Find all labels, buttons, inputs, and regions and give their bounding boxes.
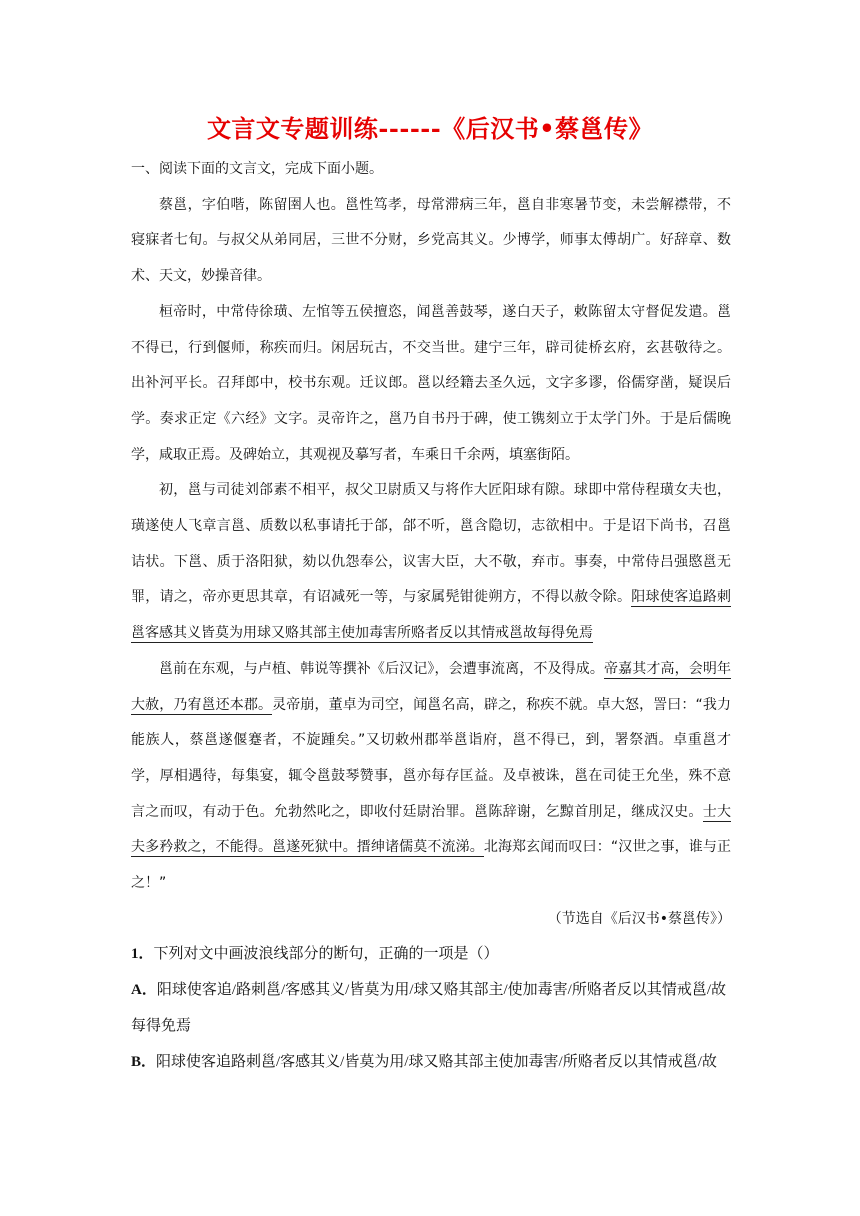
option-a [131,973,731,1044]
question-1 [131,937,731,973]
passage-text: 灵帝崩，董卓为司空，闻邕名高，辟之，称疾不就。卓大怒，詈曰：“我力能族人，蔡邕遂偃蹇者，不旋踵矣。”又切敕州郡举邕诣府，邕不得已，到，署祭酒。卓重邕才学，厚相遇待，每集宴，辄令邕鼓琴赞事，邕亦每存匡益。及卓被诛，邕在司徒王允坐，殊不意言之而叹，有动于色。允勃然叱之，即收付廷尉治罪。邕陈辞谢，乞黥首刖足，继成汉史。 [131,696,731,820]
question-stem: 下列对文中画波浪线部分的断句，正确的一项是（） [153,946,499,963]
section-heading: 一、阅读下面的文言文，完成下面小题。 [131,161,383,177]
document-body [131,152,731,1080]
option-letter: B． [131,1053,157,1070]
wavy-underlined-sentence: 阳球使客追路刺邕客感其义皆莫为用球又赂其部主使加毒害所赂者反以其情戒邕故每得免焉 [131,589,732,642]
page-title: 文言文专题训练------《后汉书•蔡邕传》 [206,114,654,143]
option-b [131,1045,731,1081]
passage-text: 初，邕与司徒刘郃素不相平，叔父卫尉质又与将作大匠阳球有隙。球即中常侍程璜女夫也，璜遂使人飞章言邕、质数以私事请托于郃，郃不听，邕含隐切，志欲相中。于是诏下尚书，召邕诘状。下邕、质于洛阳狱，劾以仇怨奉公，议害大臣，大不敬，弃市。事奏，中常侍吕强愍邕无罪，请之，帝亦更思其章，有诏减死一等，与家属髡钳徙朔方，不得以赦令除。 [131,482,731,606]
passage-paragraph-1: 蔡邕，字伯喈，陈留圉人也。邕性笃孝，母常滞病三年，邕自非寒暑节变，未尝解襟带，不寝寐者七旬。与叔父从弟同居，三世不分财，乡党高其义。少博学，师事太傅胡广。好辞章、数术、天文，妙操音律。 [131,196,731,285]
passage-paragraph-2: 桓帝时，中常侍徐璜、左悺等五侯擅恣，闻邕善鼓琴，遂白天子，敕陈留太守督促发遣。邕不得已，行到偃师，称疾而归。闲居玩古，不交当世。建宁三年，辟司徒桥玄府，玄甚敬待之。出补河平长。召拜郎中，校书东观。迁议郎。邕以经籍去圣久远，文字多谬，俗儒穿凿，疑误后学。奏求正定《六经》文字。灵帝许之，邕乃自书丹于碑，使工镌刻立于太学门外。于是后儒晚学，咸取正焉。及碑始立，其观视及摹写者，车乘日千余两，填塞街陌。 [131,303,731,463]
source-note: （节选自《后汉书•蔡邕传》） [547,910,731,927]
question-number: 1． [131,946,154,963]
option-text: 阳球使客追路刺邕/客感其义/皆莫为用/球又赂其部主使加毒害/所赂者反以其情戒邕/故 [156,1053,717,1070]
passage-paragraph-4 [131,652,731,902]
option-letter: A． [131,982,157,999]
passage-text: 邕前在东观，与卢植、韩说等撰补《后汉记》，会遭事流离，不及得成。 [159,660,604,677]
passage-text: 北海郑玄闻而叹曰：“汉世之事，谁与正之！” [131,839,731,892]
underlined-sentence: 帝嘉其才高，会明年大赦，乃宥邕还本郡。 [131,660,731,713]
passage-paragraph-3 [131,473,731,652]
option-text: 阳球使客追/路刺邕/客感其义/皆莫为用/球又赂其部主/使加毒害/所赂者反以其情戒邕/故每得免焉 [131,982,727,1034]
underlined-sentence: 士大夫多矜救之，不能得。邕遂死狱中。搢绅诸儒莫不流涕。 [131,803,732,856]
